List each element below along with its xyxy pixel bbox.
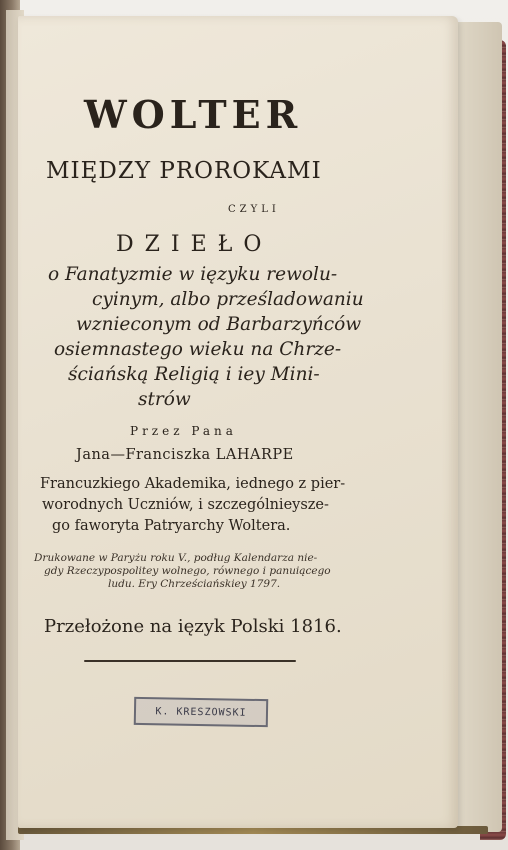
- affiliation-line: worodnych Uczniów, i szczególnieysze-: [42, 497, 329, 513]
- author-name: Jana—Franciszka LAHARPE: [76, 447, 294, 463]
- divider-rule: [84, 660, 296, 662]
- czyli-label: CZYLI: [228, 204, 280, 215]
- printing-line: gdy Rzeczypospolitey wolnego, równego i panuiącego: [44, 565, 331, 577]
- translation-note: Przełożone na ięzyk Polski 1816.: [44, 616, 342, 637]
- description-line: strów: [138, 389, 191, 410]
- library-stamp: K. KRESZOWSKI: [134, 697, 268, 727]
- description-line: wznieconym od Barbarzyńców: [76, 314, 362, 335]
- printing-note: [34, 552, 331, 591]
- author-affiliation: [40, 474, 345, 537]
- dzielo-heading: DZIEŁO: [116, 232, 273, 257]
- book-subtitle: MIĘDZY PROROKAMI: [46, 158, 322, 184]
- book-title: WOLTER: [84, 92, 303, 137]
- description-line: o Fanatyzmie w ięzyku rewolu-: [48, 264, 338, 285]
- printing-line: ludu. Ery Chrześciańskiey 1797.: [108, 578, 281, 590]
- affiliation-line: go faworyta Patryarchy Woltera.: [52, 518, 291, 534]
- description-line: osiemnastego wieku na Chrze-: [54, 339, 342, 360]
- description-line: ściańską Religią i iey Mini-: [68, 364, 320, 385]
- printing-line: Drukowane w Paryżu roku V., podług Kalendarza nie-: [34, 552, 318, 564]
- przez-pana-label: Przez Pana: [130, 424, 237, 438]
- affiliation-line: Francuzkiego Akademika, iednego z pier-: [40, 476, 346, 492]
- description-block: [48, 262, 364, 412]
- description-line: cyinym, albo prześladowaniu: [92, 289, 364, 310]
